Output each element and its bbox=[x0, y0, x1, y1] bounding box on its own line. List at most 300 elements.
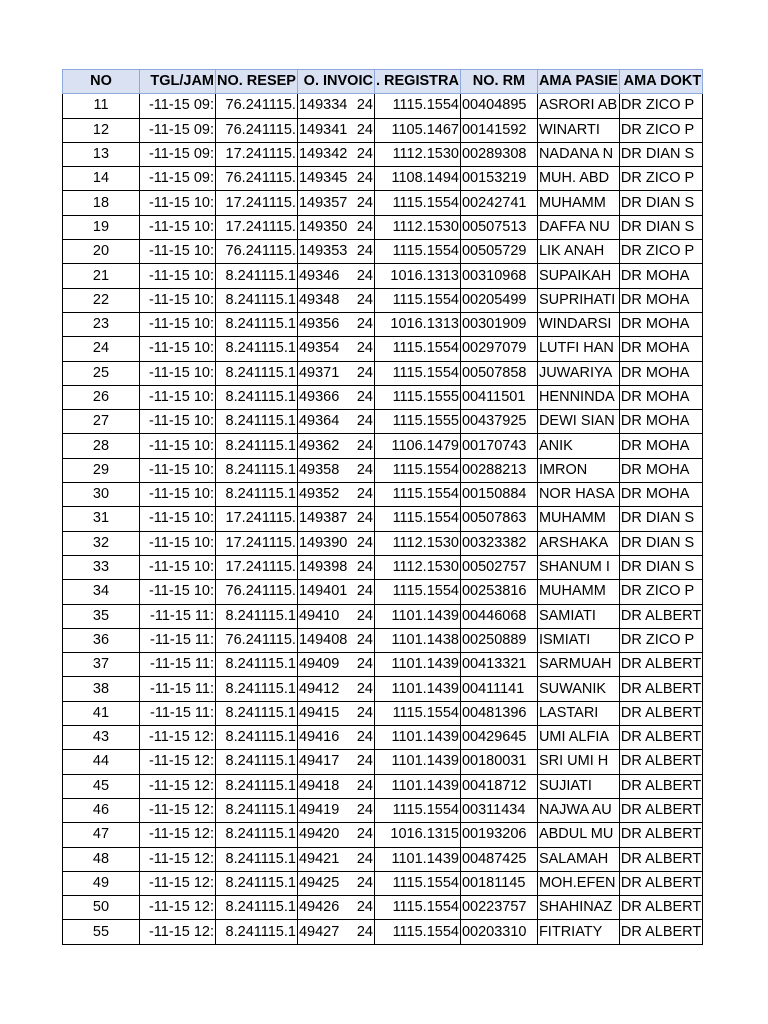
cell-no-resep[interactable]: 8.241115.1 bbox=[216, 483, 298, 507]
cell-tgl-jam[interactable]: -11-15 11: bbox=[140, 628, 216, 652]
cell-tgl-jam[interactable]: -11-15 11: bbox=[140, 701, 216, 725]
cell-no-rm[interactable]: 00446068 bbox=[460, 604, 537, 628]
cell-no-registrasi[interactable]: 1115.1554 bbox=[374, 701, 460, 725]
cell-nama-pasien[interactable]: DAFFA NU bbox=[537, 215, 619, 239]
cell-no-invoice[interactable] bbox=[297, 653, 374, 677]
cell-nama-dokter[interactable]: DR MOHA bbox=[619, 312, 702, 336]
cell-no-rm[interactable]: 00170743 bbox=[460, 434, 537, 458]
cell-no-resep[interactable]: 17.241115. bbox=[216, 531, 298, 555]
cell-no[interactable]: 43 bbox=[63, 726, 140, 750]
cell-no-rm[interactable]: 00437925 bbox=[460, 410, 537, 434]
cell-no[interactable]: 37 bbox=[63, 653, 140, 677]
cell-no-registrasi[interactable]: 1115.1554 bbox=[374, 94, 460, 118]
cell-tgl-jam[interactable]: -11-15 10: bbox=[140, 337, 216, 361]
cell-nama-pasien[interactable]: ASRORI AB bbox=[537, 94, 619, 118]
cell-no-invoice[interactable] bbox=[297, 288, 374, 312]
cell-tgl-jam[interactable]: -11-15 12: bbox=[140, 726, 216, 750]
cell-nama-dokter[interactable]: DR MOHA bbox=[619, 458, 702, 482]
header-no-resep[interactable]: NO. RESEP bbox=[216, 70, 298, 94]
cell-no-registrasi[interactable]: 1016.1313 bbox=[374, 312, 460, 336]
cell-nama-pasien[interactable]: IMRON bbox=[537, 458, 619, 482]
cell-no-invoice-number: 149350 bbox=[298, 218, 348, 235]
cell-no[interactable]: 46 bbox=[63, 798, 140, 822]
cell-no-invoice[interactable] bbox=[297, 580, 374, 604]
cell-no-rm[interactable]: 00242741 bbox=[460, 191, 537, 215]
table-row bbox=[63, 215, 703, 239]
cell-tgl-jam[interactable]: -11-15 10: bbox=[140, 531, 216, 555]
cell-no[interactable]: 29 bbox=[63, 458, 140, 482]
cell-no-rm[interactable]: 00253816 bbox=[460, 580, 537, 604]
cell-no-registrasi[interactable]: 1115.1554 bbox=[374, 507, 460, 531]
cell-no-rm[interactable]: 00250889 bbox=[460, 628, 537, 652]
cell-nama-pasien[interactable]: WINDARSI bbox=[537, 312, 619, 336]
cell-no-resep[interactable]: 76.241115. bbox=[216, 94, 298, 118]
cell-no-invoice[interactable] bbox=[297, 385, 374, 409]
cell-nama-dokter[interactable]: DR ALBERT bbox=[619, 823, 702, 847]
cell-no-invoice[interactable] bbox=[297, 896, 374, 920]
cell-no[interactable]: 32 bbox=[63, 531, 140, 555]
cell-no-invoice[interactable] bbox=[297, 458, 374, 482]
cell-no[interactable]: 26 bbox=[63, 385, 140, 409]
cell-nama-pasien[interactable]: NOR HASA bbox=[537, 483, 619, 507]
cell-no-invoice[interactable] bbox=[297, 215, 374, 239]
cell-no-registrasi[interactable]: 1115.1555 bbox=[374, 385, 460, 409]
cell-no-rm[interactable]: 00289308 bbox=[460, 142, 537, 166]
header-no-rm[interactable]: NO. RM bbox=[460, 70, 537, 94]
cell-no-rm[interactable]: 00150884 bbox=[460, 483, 537, 507]
cell-nama-pasien[interactable]: MOH.EFEN bbox=[537, 871, 619, 895]
cell-no-registrasi[interactable]: 1115.1554 bbox=[374, 896, 460, 920]
cell-no[interactable]: 28 bbox=[63, 434, 140, 458]
cell-no-invoice[interactable] bbox=[297, 312, 374, 336]
cell-no-rm[interactable]: 00323382 bbox=[460, 531, 537, 555]
cell-no-invoice[interactable] bbox=[297, 167, 374, 191]
cell-tgl-jam[interactable]: -11-15 11: bbox=[140, 653, 216, 677]
cell-no[interactable]: 13 bbox=[63, 142, 140, 166]
cell-no-rm[interactable]: 00411501 bbox=[460, 385, 537, 409]
cell-no-registrasi[interactable]: 1101.1439 bbox=[374, 847, 460, 871]
cell-no-resep[interactable]: 17.241115. bbox=[216, 191, 298, 215]
cell-nama-dokter[interactable]: DR ZICO P bbox=[619, 94, 702, 118]
cell-no-resep[interactable]: 8.241115.1 bbox=[216, 288, 298, 312]
cell-no-invoice[interactable] bbox=[297, 677, 374, 701]
cell-no[interactable]: 12 bbox=[63, 118, 140, 142]
cell-tgl-jam[interactable]: -11-15 12: bbox=[140, 847, 216, 871]
cell-no-invoice-suffix: 24 bbox=[356, 243, 373, 260]
cell-no-resep[interactable]: 8.241115.1 bbox=[216, 726, 298, 750]
cell-nama-dokter[interactable]: DR ALBERT bbox=[619, 774, 702, 798]
cell-nama-pasien[interactable]: SUWANIK bbox=[537, 677, 619, 701]
cell-no-rm[interactable]: 00301909 bbox=[460, 312, 537, 336]
cell-no-resep[interactable]: 8.241115.1 bbox=[216, 774, 298, 798]
cell-nama-pasien[interactable]: SHAHINAZ bbox=[537, 896, 619, 920]
cell-no-registrasi[interactable]: 1101.1439 bbox=[374, 653, 460, 677]
header-nama-dokter[interactable]: AMA DOKT bbox=[619, 70, 702, 94]
cell-nama-dokter[interactable]: DR ZICO P bbox=[619, 580, 702, 604]
cell-no-rm[interactable]: 00404895 bbox=[460, 94, 537, 118]
cell-no-rm[interactable]: 00507858 bbox=[460, 361, 537, 385]
cell-no-registrasi[interactable]: 1115.1554 bbox=[374, 920, 460, 944]
cell-nama-dokter[interactable]: DR MOHA bbox=[619, 361, 702, 385]
cell-no-rm[interactable]: 00418712 bbox=[460, 774, 537, 798]
cell-no-invoice[interactable] bbox=[297, 361, 374, 385]
cell-no-registrasi[interactable]: 1115.1554 bbox=[374, 361, 460, 385]
cell-no-invoice[interactable] bbox=[297, 142, 374, 166]
cell-no-rm[interactable]: 00223757 bbox=[460, 896, 537, 920]
cell-no-invoice[interactable] bbox=[297, 823, 374, 847]
cell-no-resep[interactable]: 76.241115. bbox=[216, 240, 298, 264]
cell-nama-dokter[interactable]: DR DIAN S bbox=[619, 531, 702, 555]
cell-no-resep[interactable]: 8.241115.1 bbox=[216, 750, 298, 774]
cell-no-resep[interactable]: 8.241115.1 bbox=[216, 677, 298, 701]
cell-nama-pasien[interactable]: NAJWA AU bbox=[537, 798, 619, 822]
cell-tgl-jam[interactable]: -11-15 12: bbox=[140, 896, 216, 920]
cell-no-rm[interactable]: 00297079 bbox=[460, 337, 537, 361]
cell-tgl-jam[interactable]: -11-15 10: bbox=[140, 385, 216, 409]
cell-tgl-jam[interactable]: -11-15 09: bbox=[140, 167, 216, 191]
cell-no-invoice[interactable] bbox=[297, 555, 374, 579]
cell-nama-dokter[interactable]: DR MOHA bbox=[619, 337, 702, 361]
cell-no[interactable]: 18 bbox=[63, 191, 140, 215]
cell-tgl-jam[interactable]: -11-15 12: bbox=[140, 823, 216, 847]
cell-no-rm[interactable]: 00487425 bbox=[460, 847, 537, 871]
cell-nama-dokter[interactable]: DR ALBERT bbox=[619, 798, 702, 822]
table-row bbox=[63, 337, 703, 361]
cell-no-rm[interactable]: 00141592 bbox=[460, 118, 537, 142]
cell-nama-pasien[interactable]: ANIK bbox=[537, 434, 619, 458]
cell-no-registrasi[interactable]: 1101.1439 bbox=[374, 604, 460, 628]
cell-no-registrasi[interactable]: 1115.1554 bbox=[374, 240, 460, 264]
cell-no[interactable]: 47 bbox=[63, 823, 140, 847]
cell-no-registrasi[interactable]: 1115.1554 bbox=[374, 798, 460, 822]
cell-no-registrasi[interactable]: 1115.1554 bbox=[374, 337, 460, 361]
cell-no-invoice-number: 149408 bbox=[298, 631, 348, 648]
cell-no-rm[interactable]: 00311434 bbox=[460, 798, 537, 822]
cell-no-registrasi[interactable]: 1115.1554 bbox=[374, 191, 460, 215]
cell-no-invoice[interactable] bbox=[297, 750, 374, 774]
cell-tgl-jam[interactable]: -11-15 10: bbox=[140, 410, 216, 434]
cell-tgl-jam[interactable]: -11-15 11: bbox=[140, 604, 216, 628]
cell-no-registrasi[interactable]: 1101.1439 bbox=[374, 726, 460, 750]
cell-no-invoice[interactable] bbox=[297, 191, 374, 215]
cell-nama-dokter[interactable]: DR ALBERT bbox=[619, 726, 702, 750]
cell-no[interactable]: 44 bbox=[63, 750, 140, 774]
cell-nama-pasien[interactable]: LIK ANAH bbox=[537, 240, 619, 264]
cell-no[interactable]: 11 bbox=[63, 94, 140, 118]
cell-tgl-jam[interactable]: -11-15 09: bbox=[140, 142, 216, 166]
cell-no-resep[interactable]: 8.241115.1 bbox=[216, 701, 298, 725]
cell-no-rm[interactable]: 00505729 bbox=[460, 240, 537, 264]
cell-tgl-jam[interactable]: -11-15 10: bbox=[140, 458, 216, 482]
cell-no-invoice[interactable] bbox=[297, 726, 374, 750]
cell-tgl-jam[interactable]: -11-15 10: bbox=[140, 555, 216, 579]
cell-no-invoice[interactable] bbox=[297, 434, 374, 458]
cell-no[interactable]: 19 bbox=[63, 215, 140, 239]
cell-no[interactable]: 22 bbox=[63, 288, 140, 312]
cell-nama-dokter[interactable]: DR ALBERT bbox=[619, 604, 702, 628]
cell-no-rm[interactable]: 00502757 bbox=[460, 555, 537, 579]
cell-no-rm[interactable]: 00429645 bbox=[460, 726, 537, 750]
cell-no-resep[interactable]: 8.241115.1 bbox=[216, 871, 298, 895]
cell-nama-pasien[interactable]: LASTARI bbox=[537, 701, 619, 725]
cell-tgl-jam[interactable]: -11-15 10: bbox=[140, 191, 216, 215]
cell-no-registrasi[interactable]: 1115.1554 bbox=[374, 483, 460, 507]
cell-no-registrasi[interactable]: 1115.1554 bbox=[374, 288, 460, 312]
cell-tgl-jam[interactable]: -11-15 10: bbox=[140, 507, 216, 531]
cell-nama-pasien[interactable]: SALAMAH bbox=[537, 847, 619, 871]
cell-nama-pasien[interactable]: MUHAMM bbox=[537, 507, 619, 531]
table-row bbox=[63, 434, 703, 458]
cell-nama-dokter[interactable]: DR ALBERT bbox=[619, 871, 702, 895]
cell-no-registrasi[interactable]: 1101.1439 bbox=[374, 774, 460, 798]
cell-nama-pasien[interactable]: JUWARIYA bbox=[537, 361, 619, 385]
cell-no-resep[interactable]: 8.241115.1 bbox=[216, 312, 298, 336]
cell-nama-pasien[interactable]: WINARTI bbox=[537, 118, 619, 142]
cell-no-resep[interactable]: 17.241115. bbox=[216, 555, 298, 579]
header-nama-pasien[interactable]: AMA PASIE bbox=[537, 70, 619, 94]
cell-no-rm[interactable]: 00288213 bbox=[460, 458, 537, 482]
cell-nama-dokter[interactable]: DR MOHA bbox=[619, 410, 702, 434]
cell-no-resep[interactable]: 8.241115.1 bbox=[216, 847, 298, 871]
cell-no-invoice[interactable] bbox=[297, 847, 374, 871]
cell-tgl-jam[interactable]: -11-15 12: bbox=[140, 750, 216, 774]
cell-no-invoice[interactable] bbox=[297, 337, 374, 361]
cell-tgl-jam[interactable]: -11-15 12: bbox=[140, 920, 216, 944]
cell-no-invoice[interactable] bbox=[297, 483, 374, 507]
cell-tgl-jam[interactable]: -11-15 12: bbox=[140, 798, 216, 822]
cell-no-registrasi[interactable]: 1115.1555 bbox=[374, 410, 460, 434]
cell-no-rm[interactable]: 00203310 bbox=[460, 920, 537, 944]
cell-no-rm[interactable]: 00481396 bbox=[460, 701, 537, 725]
cell-no-registrasi[interactable]: 1016.1313 bbox=[374, 264, 460, 288]
cell-tgl-jam[interactable]: -11-15 10: bbox=[140, 434, 216, 458]
cell-tgl-jam[interactable]: -11-15 09: bbox=[140, 94, 216, 118]
cell-nama-pasien[interactable]: SAMIATI bbox=[537, 604, 619, 628]
cell-no[interactable]: 50 bbox=[63, 896, 140, 920]
cell-nama-dokter[interactable]: DR ALBERT bbox=[619, 750, 702, 774]
cell-no-resep[interactable]: 8.241115.1 bbox=[216, 823, 298, 847]
cell-no-resep[interactable]: 17.241115. bbox=[216, 215, 298, 239]
cell-nama-dokter[interactable]: DR ZICO P bbox=[619, 118, 702, 142]
cell-no-registrasi[interactable]: 1115.1554 bbox=[374, 580, 460, 604]
cell-no[interactable]: 49 bbox=[63, 871, 140, 895]
cell-no-resep[interactable]: 8.241115.1 bbox=[216, 434, 298, 458]
cell-no-invoice-number: 49412 bbox=[298, 680, 340, 697]
cell-no-registrasi[interactable]: 1112.1530 bbox=[374, 215, 460, 239]
cell-no[interactable]: 21 bbox=[63, 264, 140, 288]
cell-nama-pasien[interactable]: SUPRIHATI bbox=[537, 288, 619, 312]
cell-nama-pasien[interactable]: ARSHAKA bbox=[537, 531, 619, 555]
cell-nama-pasien[interactable]: SRI UMI H bbox=[537, 750, 619, 774]
cell-no-invoice-suffix: 24 bbox=[356, 170, 373, 187]
cell-nama-pasien[interactable]: SUJIATI bbox=[537, 774, 619, 798]
cell-tgl-jam[interactable]: -11-15 10: bbox=[140, 483, 216, 507]
cell-no[interactable]: 55 bbox=[63, 920, 140, 944]
cell-no-rm[interactable]: 00507513 bbox=[460, 215, 537, 239]
cell-no-resep[interactable]: 8.241115.1 bbox=[216, 361, 298, 385]
cell-no[interactable]: 34 bbox=[63, 580, 140, 604]
cell-nama-pasien[interactable]: SARMUAH bbox=[537, 653, 619, 677]
cell-no-invoice[interactable] bbox=[297, 920, 374, 944]
cell-no-resep[interactable]: 17.241115. bbox=[216, 142, 298, 166]
cell-tgl-jam[interactable]: -11-15 10: bbox=[140, 240, 216, 264]
cell-nama-pasien[interactable]: SHANUM I bbox=[537, 555, 619, 579]
cell-nama-dokter[interactable]: DR DIAN S bbox=[619, 215, 702, 239]
cell-no[interactable]: 24 bbox=[63, 337, 140, 361]
cell-no[interactable]: 48 bbox=[63, 847, 140, 871]
cell-no-registrasi[interactable]: 1112.1530 bbox=[374, 142, 460, 166]
cell-no-invoice[interactable] bbox=[297, 774, 374, 798]
cell-no-rm[interactable]: 00153219 bbox=[460, 167, 537, 191]
cell-no-resep[interactable]: 76.241115. bbox=[216, 118, 298, 142]
cell-no-rm[interactable]: 00181145 bbox=[460, 871, 537, 895]
cell-no-resep[interactable]: 76.241115. bbox=[216, 580, 298, 604]
cell-nama-pasien[interactable]: MUH. ABD bbox=[537, 167, 619, 191]
header-no-invoice[interactable]: O. INVOIC bbox=[297, 70, 374, 94]
cell-nama-pasien[interactable]: MUHAMM bbox=[537, 191, 619, 215]
cell-nama-dokter[interactable]: DR ALBERT bbox=[619, 847, 702, 871]
cell-no-invoice[interactable] bbox=[297, 798, 374, 822]
cell-no-resep[interactable]: 8.241115.1 bbox=[216, 798, 298, 822]
cell-nama-dokter[interactable]: DR DIAN S bbox=[619, 507, 702, 531]
cell-no-invoice[interactable] bbox=[297, 410, 374, 434]
cell-no-invoice[interactable] bbox=[297, 507, 374, 531]
cell-no-registrasi[interactable]: 1016.1315 bbox=[374, 823, 460, 847]
cell-no-invoice[interactable] bbox=[297, 701, 374, 725]
cell-no[interactable]: 36 bbox=[63, 628, 140, 652]
cell-nama-pasien[interactable]: NADANA N bbox=[537, 142, 619, 166]
cell-no-resep[interactable]: 8.241115.1 bbox=[216, 920, 298, 944]
cell-no-registrasi[interactable]: 1108.1494 bbox=[374, 167, 460, 191]
cell-no-resep[interactable]: 8.241115.1 bbox=[216, 385, 298, 409]
cell-nama-pasien[interactable]: UMI ALFIA bbox=[537, 726, 619, 750]
cell-no-rm[interactable]: 00507863 bbox=[460, 507, 537, 531]
cell-tgl-jam[interactable]: -11-15 12: bbox=[140, 774, 216, 798]
cell-no[interactable]: 38 bbox=[63, 677, 140, 701]
cell-no[interactable]: 31 bbox=[63, 507, 140, 531]
cell-nama-pasien[interactable]: DEWI SIAN bbox=[537, 410, 619, 434]
cell-no-resep[interactable]: 8.241115.1 bbox=[216, 653, 298, 677]
cell-no-invoice[interactable] bbox=[297, 871, 374, 895]
cell-no[interactable]: 30 bbox=[63, 483, 140, 507]
cell-nama-dokter[interactable]: DR MOHA bbox=[619, 385, 702, 409]
cell-no[interactable]: 27 bbox=[63, 410, 140, 434]
cell-no-registrasi[interactable]: 1101.1439 bbox=[374, 750, 460, 774]
cell-no-resep[interactable]: 8.241115.1 bbox=[216, 264, 298, 288]
cell-nama-dokter[interactable]: DR ZICO P bbox=[619, 240, 702, 264]
cell-nama-pasien[interactable]: LUTFI HAN bbox=[537, 337, 619, 361]
cell-nama-dokter[interactable]: DR DIAN S bbox=[619, 191, 702, 215]
cell-no-registrasi[interactable]: 1101.1439 bbox=[374, 677, 460, 701]
cell-no-rm[interactable]: 00411141 bbox=[460, 677, 537, 701]
cell-no[interactable]: 25 bbox=[63, 361, 140, 385]
cell-no-rm[interactable]: 00193206 bbox=[460, 823, 537, 847]
cell-nama-dokter[interactable]: DR ZICO P bbox=[619, 628, 702, 652]
cell-no-invoice[interactable] bbox=[297, 118, 374, 142]
cell-nama-pasien[interactable]: ISMIATI bbox=[537, 628, 619, 652]
cell-no-invoice[interactable] bbox=[297, 604, 374, 628]
cell-tgl-jam[interactable]: -11-15 11: bbox=[140, 677, 216, 701]
cell-nama-dokter[interactable]: DR ALBERT bbox=[619, 920, 702, 944]
cell-no-rm[interactable]: 00180031 bbox=[460, 750, 537, 774]
cell-nama-dokter[interactable]: DR ZICO P bbox=[619, 167, 702, 191]
header-tgl-jam[interactable]: TGL/JAM bbox=[140, 70, 216, 94]
cell-nama-pasien[interactable]: MUHAMM bbox=[537, 580, 619, 604]
cell-no-invoice-number: 149342 bbox=[298, 146, 348, 163]
cell-tgl-jam[interactable]: -11-15 12: bbox=[140, 871, 216, 895]
cell-tgl-jam[interactable]: -11-15 10: bbox=[140, 580, 216, 604]
cell-nama-pasien[interactable]: FITRIATY bbox=[537, 920, 619, 944]
cell-no[interactable]: 23 bbox=[63, 312, 140, 336]
cell-tgl-jam[interactable]: -11-15 10: bbox=[140, 215, 216, 239]
cell-nama-pasien[interactable]: ABDUL MU bbox=[537, 823, 619, 847]
cell-no-registrasi[interactable]: 1115.1554 bbox=[374, 871, 460, 895]
cell-nama-dokter[interactable]: DR MOHA bbox=[619, 434, 702, 458]
cell-nama-dokter[interactable]: DR DIAN S bbox=[619, 555, 702, 579]
cell-no[interactable]: 35 bbox=[63, 604, 140, 628]
cell-no-resep[interactable]: 8.241115.1 bbox=[216, 410, 298, 434]
cell-no[interactable]: 45 bbox=[63, 774, 140, 798]
cell-nama-dokter[interactable]: DR MOHA bbox=[619, 288, 702, 312]
cell-no-rm[interactable]: 00205499 bbox=[460, 288, 537, 312]
cell-nama-pasien[interactable]: SUPAIKAH bbox=[537, 264, 619, 288]
cell-no-resep[interactable]: 76.241115. bbox=[216, 628, 298, 652]
cell-no-registrasi[interactable]: 1105.1467 bbox=[374, 118, 460, 142]
cell-no-resep[interactable]: 76.241115. bbox=[216, 167, 298, 191]
cell-no-resep[interactable]: 8.241115.1 bbox=[216, 458, 298, 482]
cell-no-registrasi[interactable]: 1106.1479 bbox=[374, 434, 460, 458]
cell-no[interactable]: 20 bbox=[63, 240, 140, 264]
header-no[interactable]: NO bbox=[63, 70, 140, 94]
cell-nama-dokter[interactable]: DR ALBERT bbox=[619, 653, 702, 677]
cell-tgl-jam[interactable]: -11-15 10: bbox=[140, 312, 216, 336]
cell-nama-dokter[interactable]: DR ALBERT bbox=[619, 677, 702, 701]
cell-tgl-jam[interactable]: -11-15 10: bbox=[140, 264, 216, 288]
cell-no-rm[interactable]: 00413321 bbox=[460, 653, 537, 677]
cell-no[interactable]: 33 bbox=[63, 555, 140, 579]
cell-nama-pasien[interactable]: HENNINDA bbox=[537, 385, 619, 409]
cell-no-resep[interactable]: 8.241115.1 bbox=[216, 896, 298, 920]
cell-no-resep[interactable]: 8.241115.1 bbox=[216, 604, 298, 628]
cell-no-invoice[interactable] bbox=[297, 264, 374, 288]
cell-no-invoice[interactable] bbox=[297, 531, 374, 555]
cell-no-invoice[interactable] bbox=[297, 240, 374, 264]
table-row bbox=[63, 798, 703, 822]
cell-no-invoice-suffix: 24 bbox=[356, 340, 373, 357]
cell-tgl-jam[interactable]: -11-15 10: bbox=[140, 361, 216, 385]
cell-no-registrasi[interactable]: 1112.1530 bbox=[374, 531, 460, 555]
cell-nama-dokter[interactable]: DR ALBERT bbox=[619, 701, 702, 725]
cell-no[interactable]: 41 bbox=[63, 701, 140, 725]
cell-tgl-jam[interactable]: -11-15 10: bbox=[140, 288, 216, 312]
cell-tgl-jam[interactable]: -11-15 09: bbox=[140, 118, 216, 142]
cell-no-resep[interactable]: 8.241115.1 bbox=[216, 337, 298, 361]
cell-no-resep[interactable]: 17.241115. bbox=[216, 507, 298, 531]
cell-no[interactable]: 14 bbox=[63, 167, 140, 191]
cell-no-rm[interactable]: 00310968 bbox=[460, 264, 537, 288]
header-no-registrasi[interactable]: . REGISTRA bbox=[374, 70, 460, 94]
cell-no-registrasi[interactable]: 1101.1438 bbox=[374, 628, 460, 652]
cell-no-registrasi[interactable]: 1112.1530 bbox=[374, 555, 460, 579]
table-row bbox=[63, 240, 703, 264]
cell-no-registrasi[interactable]: 1115.1554 bbox=[374, 458, 460, 482]
cell-nama-dokter[interactable]: DR MOHA bbox=[619, 483, 702, 507]
cell-nama-dokter[interactable]: DR ALBERT bbox=[619, 896, 702, 920]
cell-nama-dokter[interactable]: DR DIAN S bbox=[619, 142, 702, 166]
cell-nama-dokter[interactable]: DR MOHA bbox=[619, 264, 702, 288]
cell-no-invoice[interactable] bbox=[297, 628, 374, 652]
cell-no-invoice[interactable] bbox=[297, 94, 374, 118]
